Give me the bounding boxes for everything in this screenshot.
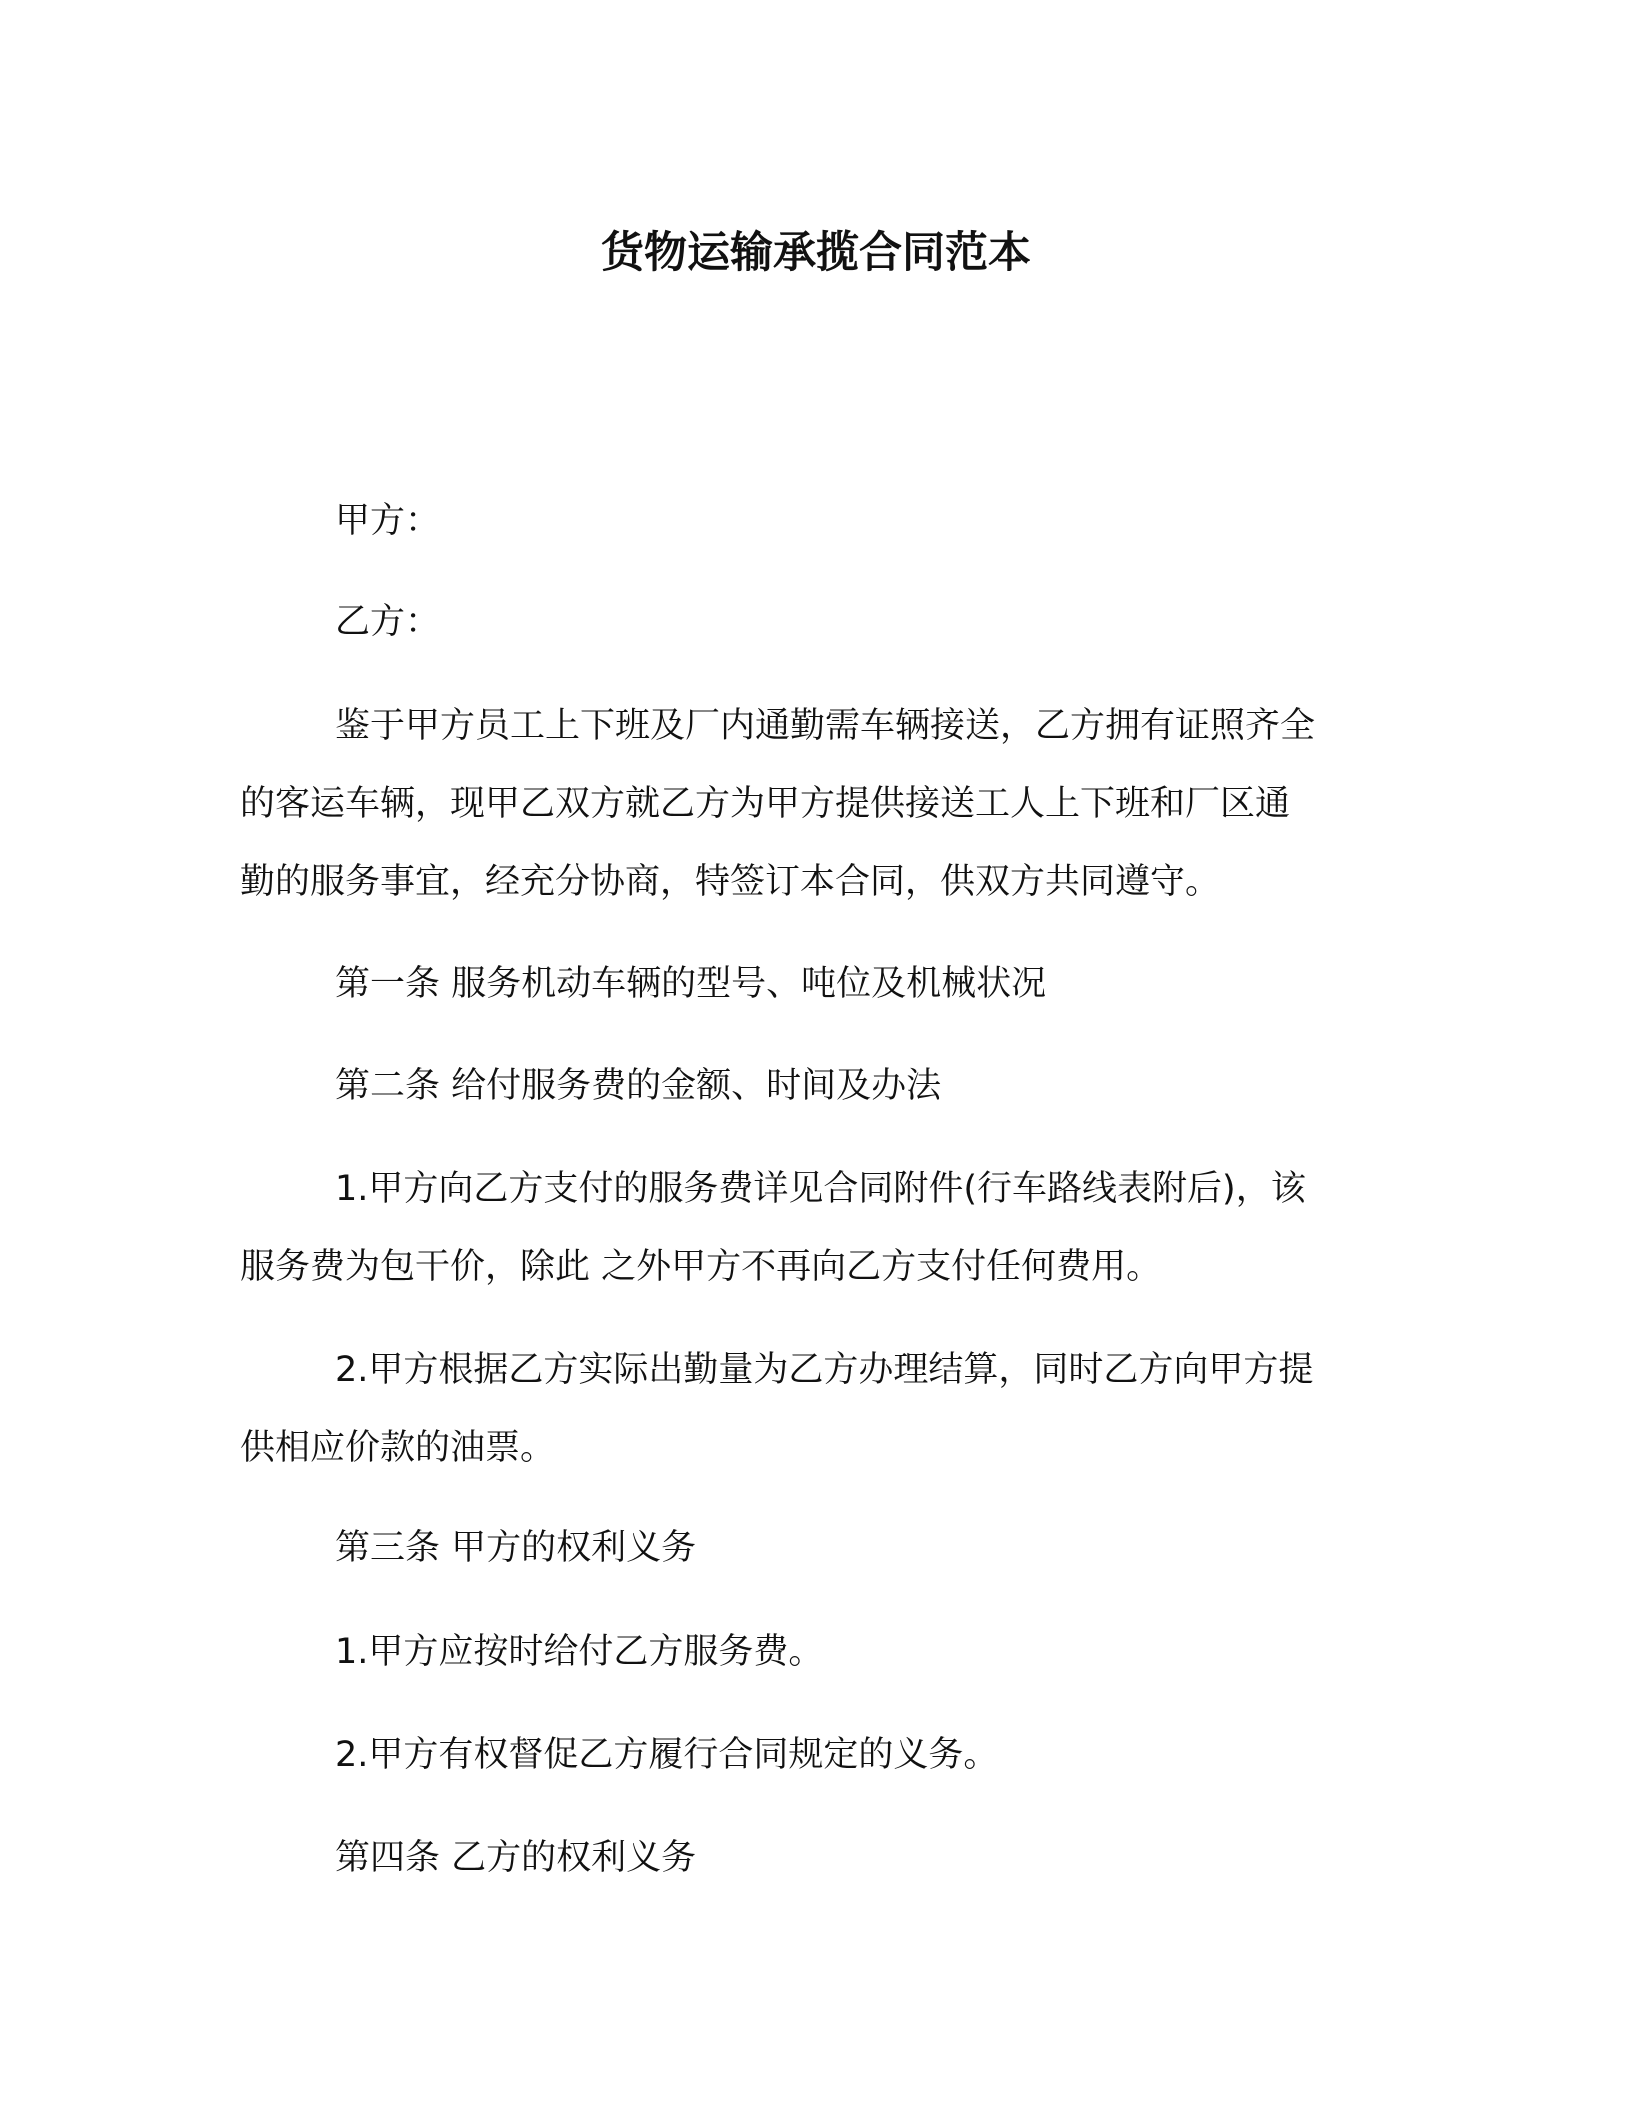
preamble-line-3: 勤的服务事宜，经充分协商，特签订本合同，供双方共同遵守。 [240, 862, 1221, 902]
article-2-item-1-line-2: 服务费为包干价，除此 之外甲方不再向乙方支付任何费用。 [240, 1247, 1162, 1287]
article-2-heading: 第二条 给付服务费的金额、时间及办法 [335, 1066, 942, 1106]
article-4-heading: 第四条 乙方的权利义务 [335, 1838, 697, 1878]
preamble-line-2: 的客运车辆，现甲乙双方就乙方为甲方提供接送工人上下班和厂区通 [240, 784, 1291, 824]
article-2-item-1-line-1: 1.甲方向乙方支付的服务费详见合同附件(行车路线表附后)，该 [335, 1169, 1306, 1209]
preamble-line-1: 鉴于甲方员工上下班及厂内通勤需车辆接送，乙方拥有证照齐全 [335, 706, 1316, 746]
article-3-item-1: 1.甲方应按时给付乙方服务费。 [335, 1632, 824, 1672]
article-3-heading: 第三条 甲方的权利义务 [335, 1528, 697, 1568]
document-title: 货物运输承揽合同范本 [601, 228, 1031, 278]
party-b-line: 乙方： [335, 602, 441, 642]
article-2-item-2-line-1: 2.甲方根据乙方实际出勤量为乙方办理结算，同时乙方向甲方提 [335, 1350, 1314, 1390]
party-a-line: 甲方： [335, 501, 441, 541]
article-2-item-2-line-2: 供相应价款的油票。 [240, 1428, 556, 1468]
article-1-heading: 第一条 服务机动车辆的型号、吨位及机械状况 [335, 964, 1047, 1004]
article-3-item-2: 2.甲方有权督促乙方履行合同规定的义务。 [335, 1735, 999, 1775]
